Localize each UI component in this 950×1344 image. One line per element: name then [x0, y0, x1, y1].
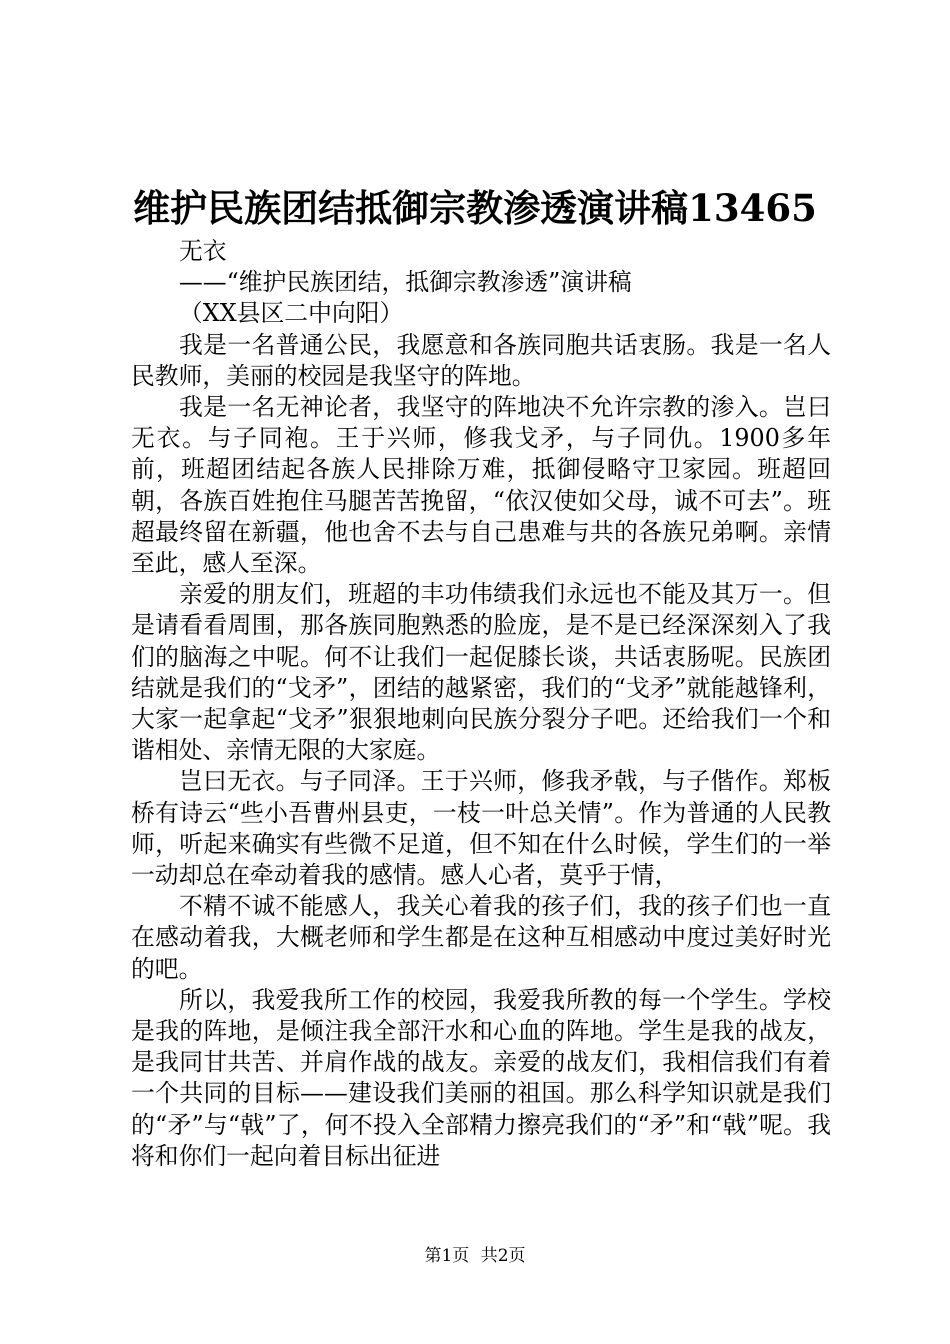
paragraph: 所以，我爱我所工作的校园，我爱我所教的每一个学生。学校是我的阵地，是倾注我全部汗水和心血的阵地。学生是我的战友，是我同甘共苦、并肩作战的战友。亲爱的战友们，我相信我们有着一个共同的目标——建设我们美丽的祖国。那么科学知识就是我们的“矛”与“戟”了，何不投入全部精力擦亮我们的“矛”和“戟”呢。我将和你们一起向着目标出征进 [131, 985, 831, 1170]
paragraph: 岂曰无衣。与子同泽。王于兴师，修我矛戟，与子偕作。郑板桥有诗云“些小吾曹州县吏，一枝一叶总关情”。作为普通的人民教师，听起来确实有些微不足道，但不知在什么时候，学生们的一举一动却总在牵动着我的感情。感人心者，莫乎于情， [131, 767, 831, 890]
poem-title: 无衣 [179, 237, 227, 265]
document-body [131, 236, 831, 1172]
page-total: 共2页 [480, 1246, 526, 1266]
paragraph: 亲爱的朋友们，班超的丰功伟绩我们永远也不能及其万一。但是请看看周围，那各族同胞熟悉的脸庞，是不是已经深深刻入了我们的脑海之中呢。何不让我们一起促膝长谈，共话衷肠呢。民族团结就是我们的“戈矛”，团结的越紧密，我们的“戈矛”就能越锋利，大家一起拿起“戈矛”狠狠地刺向民族分裂分子吧。还给我们一个和谐相处、亲情无限的大家庭。 [131, 580, 831, 765]
speech-subtitle: ——“维护民族团结，抵御宗教渗透”演讲稿 [179, 268, 632, 297]
paragraph: 我是一名普通公民，我愿意和各族同胞共话衷肠。我是一名人民教师，美丽的校园是我坚守的阵地。 [131, 330, 831, 390]
page-number: 第1页 [424, 1246, 470, 1266]
page-footer [0, 1244, 950, 1268]
paragraph: 不精不诚不能感人，我关心着我的孩子们，我的孩子们也一直在感动着我，大概老师和学生都是在这种互相感动中度过美好时光的吧。 [131, 892, 831, 983]
paragraph: 我是一名无神论者，我坚守的阵地决不允许宗教的渗入。岂曰无衣。与子同袍。王于兴师，修我戈矛，与子同仇。1900多年前，班超团结起各族人民排除万难，抵御侵略守卫家园。班超回朝，各族百姓抱住马腿苦苦挽留，“依汉使如父母，诚不可去”。班超最终留在新疆，他也舍不去与自己患难与共的各族兄弟啊。亲情至此，感人至深。 [131, 393, 831, 578]
document-title: 维护民族团结抵御宗教渗透演讲稿13465 [133, 186, 817, 230]
author-line: （XX县区二中向阳） [179, 299, 404, 328]
